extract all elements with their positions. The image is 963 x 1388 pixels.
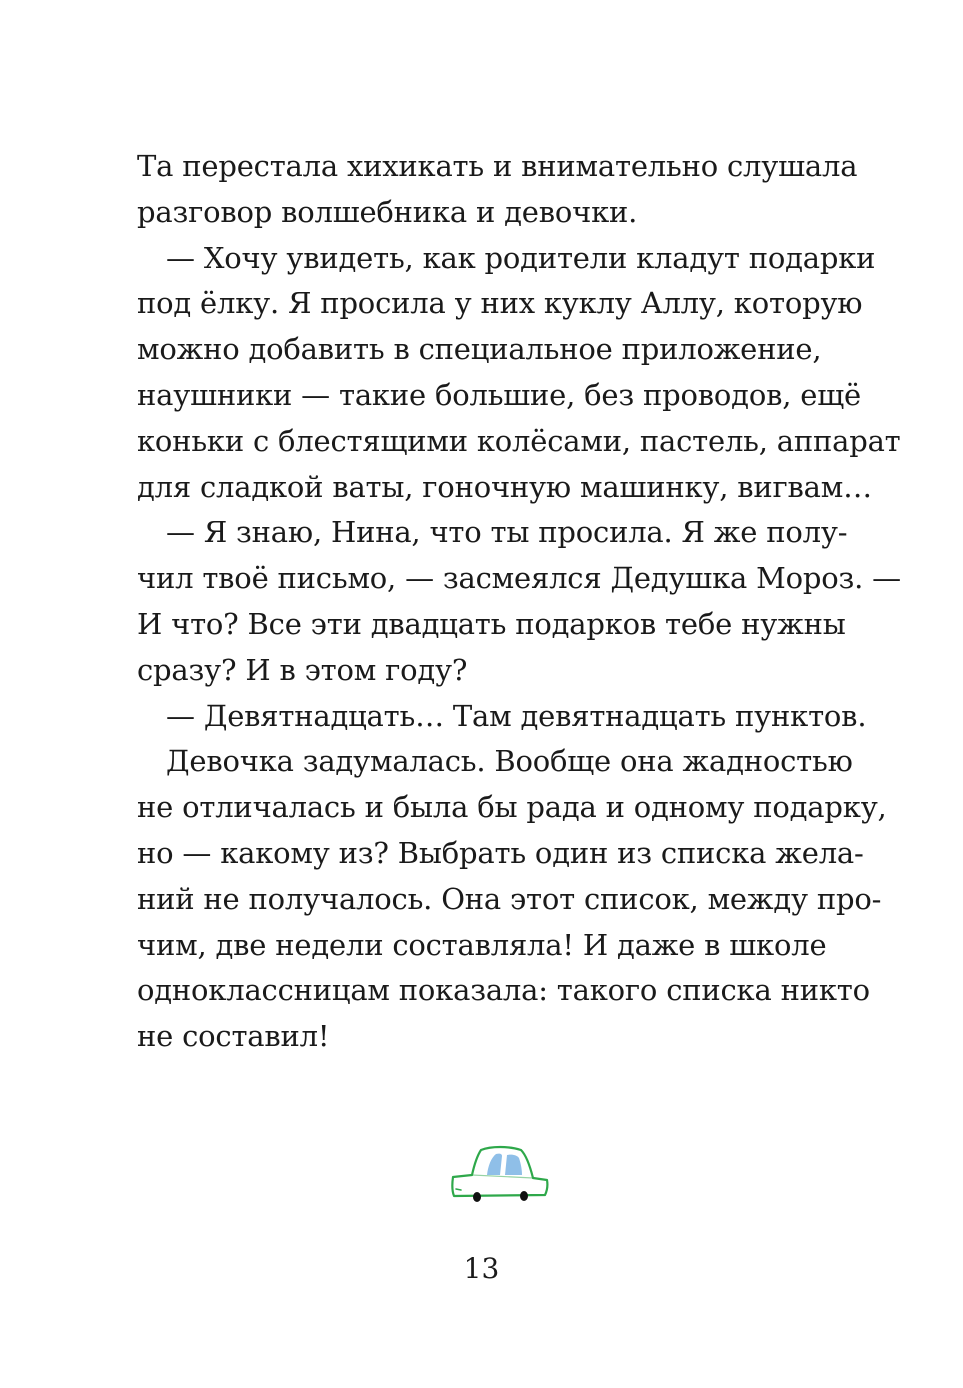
text-line: разговор волшебника и девочки.	[137, 194, 638, 229]
text-line: одноклассницам показала: такого списка никто	[137, 973, 870, 1008]
text-line: не отличалась и была бы рада и одному подарку,	[137, 790, 887, 825]
text-line: чил твоё письмо, — засмеялся Дедушка Мороз. —	[137, 561, 901, 596]
text-line: сразу? И в этом году?	[137, 652, 468, 687]
text-line: — Я знаю, Нина, что ты просила. Я же полу-	[166, 515, 848, 550]
text-line: можно добавить в специальное приложение,	[137, 332, 822, 367]
text-line: но — какому из? Выбрать один из списка жела-	[137, 835, 864, 870]
text-line: наушники — такие большие, без проводов, ещё	[137, 377, 861, 412]
text-line: Та перестала хихикать и внимательно слушала	[137, 149, 858, 183]
body-text	[137, 144, 901, 1060]
text-line: коньки с блестящими колёсами, пастель, аппарат	[137, 423, 901, 458]
text-line: И что? Все эти двадцать подарков тебе нужны	[137, 606, 846, 641]
text-line: — Хочу увидеть, как родители кладут подарки	[166, 240, 876, 275]
text-line: ний не получалось. Она этот список, между про-	[137, 881, 882, 916]
page-number: 13	[463, 1252, 500, 1285]
text-line: чим, две недели составляла! И даже в школе	[137, 927, 827, 962]
text-line: не составил!	[137, 1019, 330, 1054]
text-line: — Девятнадцать… Там девятнадцать пунктов.	[166, 698, 867, 733]
text-line: для сладкой ваты, гоночную машинку, вигвам…	[137, 469, 872, 504]
toy-car-icon	[447, 1144, 553, 1204]
text-line: Девочка задумалась. Вообще она жадностью	[166, 744, 853, 779]
text-line: под ёлку. Я просила у них куклу Аллу, которую	[137, 286, 863, 321]
